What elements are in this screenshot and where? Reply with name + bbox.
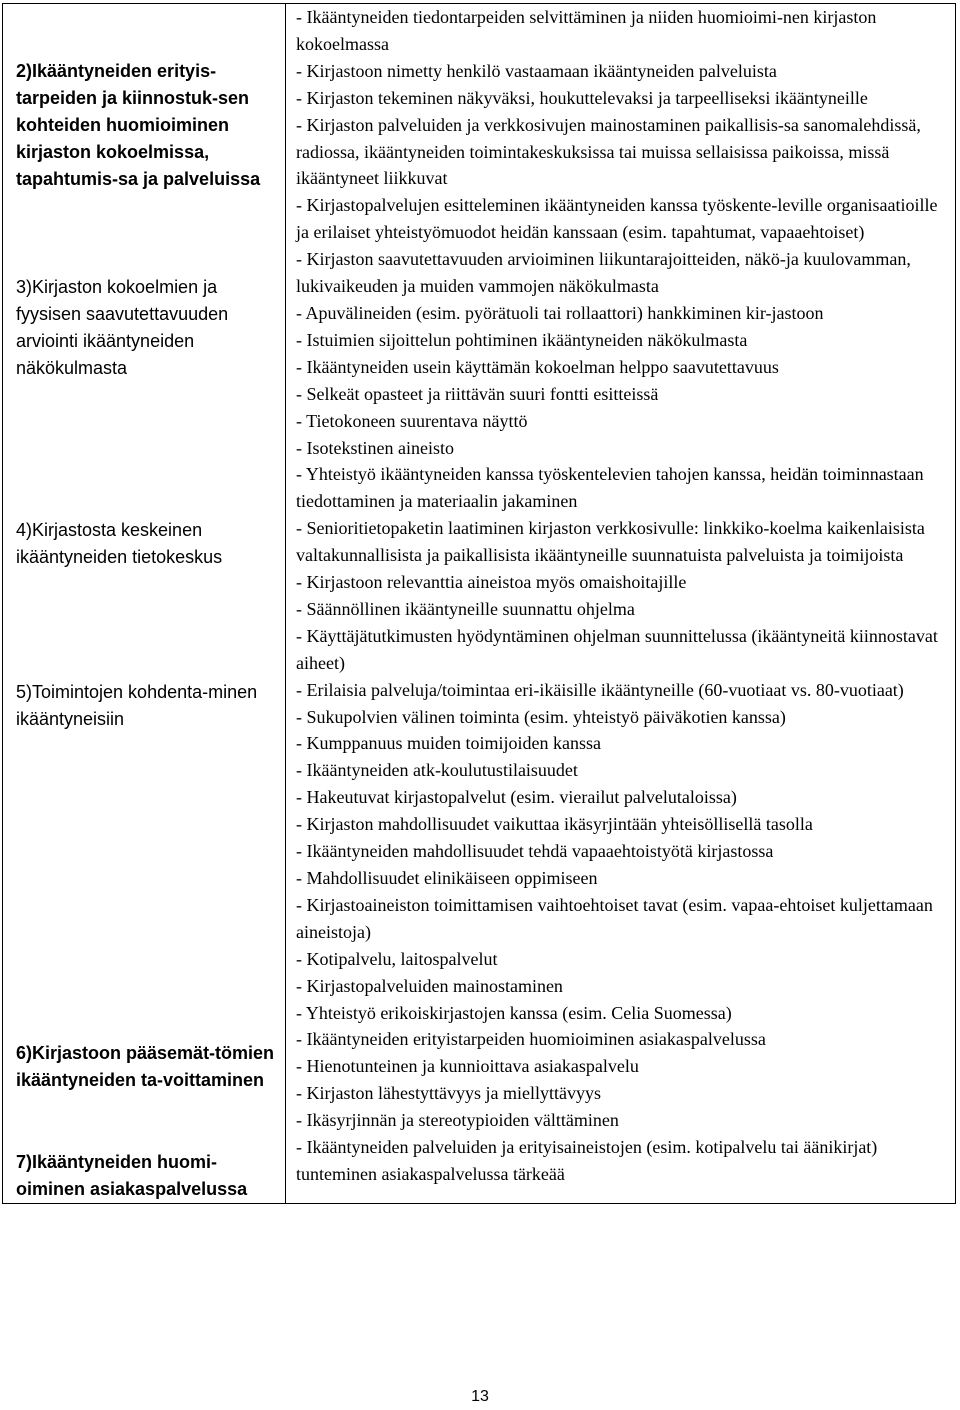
list-item: - Kirjastopalvelujen esitteleminen ikääntyneiden kanssa työskente-leville organisaatioille ja erilaiset yhteistyömuodot heidän kanssaan (esim. tapahtumat, vapaaehtoiset) <box>296 195 938 243</box>
list-item: - Erilaisia palveluja/toimintaa eri-ikäisille ikääntyneille (60-vuotiaat vs. 80-vuotiaat) <box>296 679 904 700</box>
list-item: - Kirjastopalveluiden mainostaminen <box>296 975 563 996</box>
list-item: - Yhteistyö erikoiskirjastojen kanssa (esim. Celia Suomessa) <box>296 1002 732 1023</box>
list-item: - Ikääntyneiden tiedontarpeiden selvittäminen ja niiden huomioimi-nen kirjaston kokoelmassa <box>296 7 877 54</box>
list-item: - Ikääntyneiden mahdollisuudet tehdä vapaaehtoistyötä kirjastossa <box>296 841 774 862</box>
list-item: - Säännöllinen ikääntyneille suunnattu ohjelma <box>296 598 635 619</box>
list-item: - Kirjaston lähestyttävyys ja miellyttävyys <box>296 1083 601 1104</box>
heading-5: 5)Toimintojen kohdenta-minen ikääntyneisiin <box>16 682 258 729</box>
list-item: - Kirjaston palveluiden ja verkkosivujen mainostaminen paikallisis-sa sanomalehdissä, radiossa, ikääntyneiden toimintakeskuksissa tai muissa sellaisissa paikoissa, missä ikääntyneet liikkuvat <box>296 114 921 189</box>
list-item: - Kirjaston saavutettavuuden arvioiminen liikuntarajoitteiden, näkö-ja kuulovamman, lukivaikeuden ja muiden vammojen näkökulmasta <box>296 249 911 297</box>
list-item: - Kirjaston tekeminen näkyväksi, houkuttelevaksi ja tarpeelliseksi ikääntyneille <box>296 87 868 108</box>
list-item: - Käyttäjätutkimusten hyödyntäminen ohjelman suunnittelussa (ikääntyneitä kiinnostavat aiheet) <box>296 625 938 673</box>
heading-3: 3)Kirjaston kokoelmien ja fyysisen saavutettavuuden arviointi ikääntyneiden näkökulmasta <box>16 277 229 378</box>
list-item: - Kirjastoon relevanttia aineistoa myös omaishoitajille <box>296 572 687 593</box>
list-item: - Ikäsyrjinnän ja stereotypioiden välttäminen <box>296 1110 619 1131</box>
heading-7: 7)Ikääntyneiden huomi-oiminen asiakaspalvelussa <box>16 1152 248 1199</box>
list-item: - Tietokoneen suurentava näyttö <box>296 410 528 431</box>
list-item: - Selkeät opasteet ja riittävän suuri fontti esitteissä <box>296 383 659 404</box>
page-number: 13 <box>471 1388 489 1405</box>
list-item: - Hakeutuvat kirjastopalvelut (esim. vierailut palvelutaloissa) <box>296 787 737 808</box>
list-item: - Ikääntyneiden erityistarpeiden huomioiminen asiakaspalvelussa <box>296 1029 766 1050</box>
headings-column <box>3 4 286 1204</box>
list-item: - Isotekstinen aineisto <box>296 437 454 458</box>
list-item: - Hienotunteinen ja kunnioittava asiakaspalvelu <box>296 1056 639 1077</box>
list-item: - Apuvälineiden (esim. pyörätuoli tai rollaattori) hankkiminen kir-jastoon <box>296 302 824 323</box>
list-item: - Kumppanuus muiden toimijoiden kanssa <box>296 733 601 754</box>
list-item: - Yhteistyö ikääntyneiden kanssa työskentelevien tahojen kanssa, heidän toiminnastaan tiedottaminen ja materiaalin jakaminen <box>296 464 924 512</box>
list-item: - Kotipalvelu, laitospalvelut <box>296 948 498 969</box>
table-row <box>3 4 956 1204</box>
heading-2: 2)Ikääntyneiden erityis-tarpeiden ja kiinnostuk-sen kohteiden huomioiminen kirjaston kokoelmissa, tapahtumis-sa ja palveluissa <box>16 61 261 189</box>
criteria-table <box>2 3 956 1204</box>
list-item: - Kirjaston mahdollisuudet vaikuttaa ikäsyrjintään yhteisöllisellä tasolla <box>296 814 813 835</box>
list-item: - Kirjastoaineiston toimittamisen vaihtoehtoiset tavat (esim. vapaa-ehtoiset kuljettamaan aineistoja) <box>296 894 933 942</box>
list-item: - Senioritietopaketin laatiminen kirjaston verkkosivulle: linkkiko-koelma kaikenlaisista valtakunnallisista ja paikallisista ikääntyneille suunnatuista palveluista ja toimijoista <box>296 518 925 566</box>
list-item: - Ikääntyneiden palveluiden ja erityisaineistojen (esim. kotipalvelu tai äänikirjat) tunteminen asiakaspalvelussa tärkeää <box>296 1137 878 1184</box>
list-item: - Istuimien sijoittelun pohtiminen ikääntyneiden näkökulmasta <box>296 329 748 350</box>
items-column <box>286 4 956 1204</box>
list-item: - Ikääntyneiden usein käyttämän kokoelman helppo saavutettavuus <box>296 356 779 377</box>
list-item: - Kirjastoon nimetty henkilö vastaamaan ikääntyneiden palveluista <box>296 60 777 81</box>
list-item: - Sukupolvien välinen toiminta (esim. yhteistyö päiväkotien kanssa) <box>296 706 786 727</box>
list-item: - Mahdollisuudet elinikäiseen oppimiseen <box>296 868 598 888</box>
heading-6: 6)Kirjastoon pääsemät-tömien ikääntyneiden ta-voittaminen <box>16 1043 275 1090</box>
heading-4: 4)Kirjastosta keskeinen ikääntyneiden tietokeskus <box>16 520 223 567</box>
list-item: - Ikääntyneiden atk-koulutustilaisuudet <box>296 760 578 781</box>
